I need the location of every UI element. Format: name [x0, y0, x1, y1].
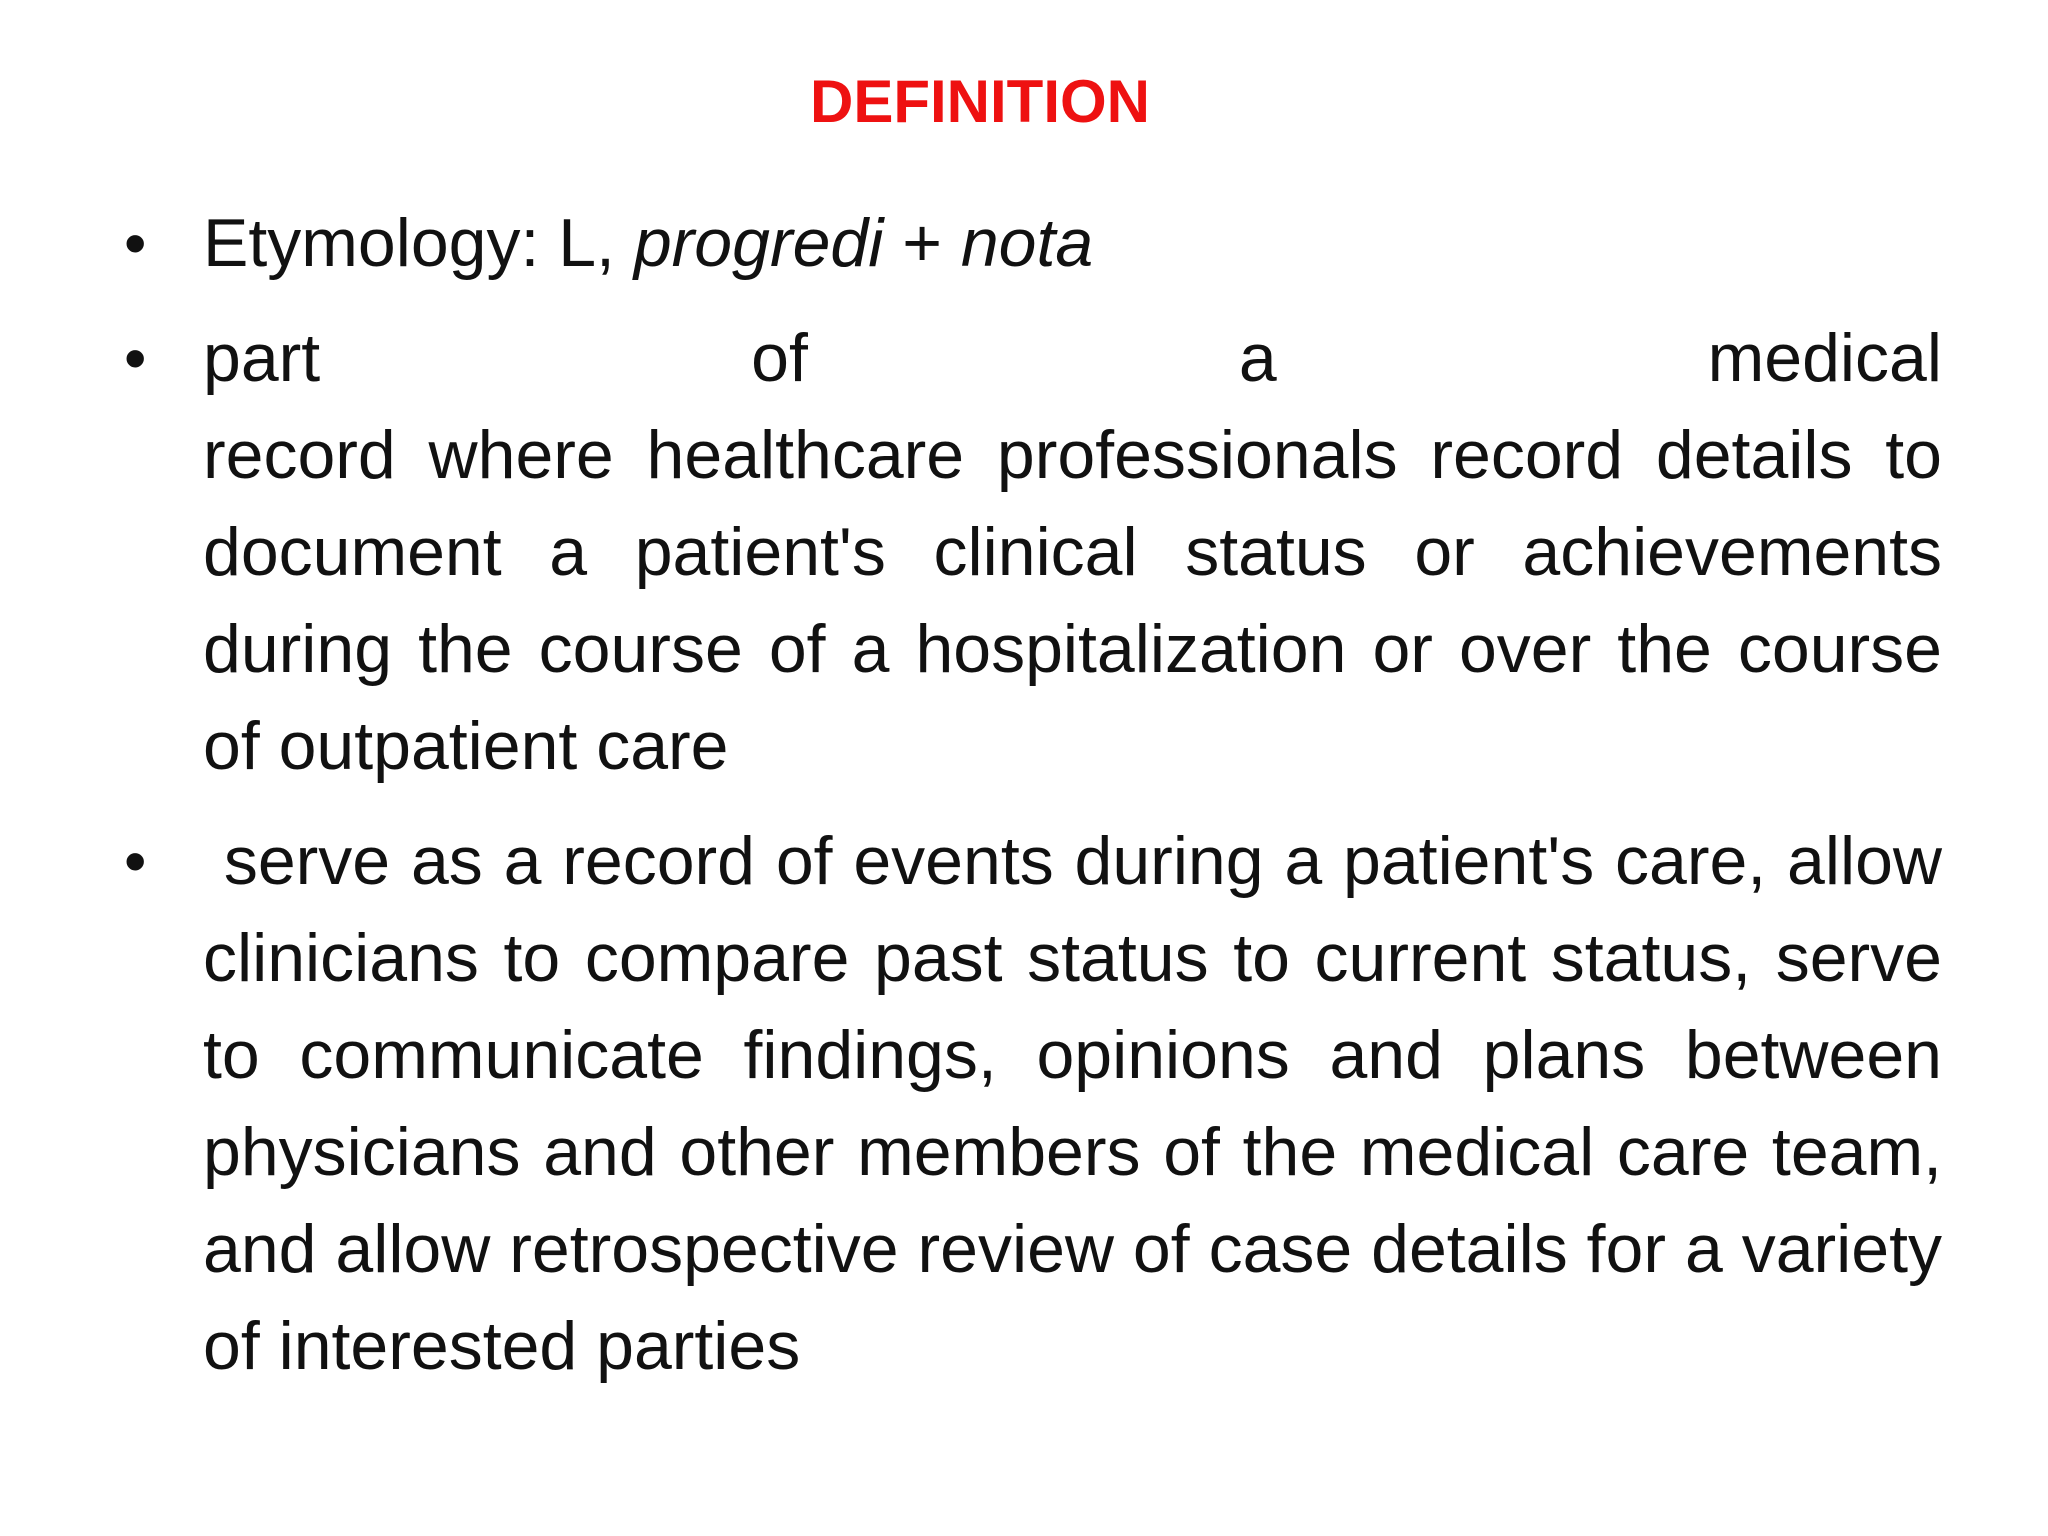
bullet-text [203, 195, 1942, 292]
bullet-text: serve as a record of events during a patient's care, allow clinicians to compare past status to current status, serve to communicate findings, opinions and plans between physicians and other members of the medical care team, and allow retrospective review of case details for a variety of interested parties [203, 823, 1961, 1384]
definition-first-line [203, 310, 1942, 407]
bullet-definition [112, 310, 1942, 795]
bullet-list [112, 195, 1961, 1413]
bullet-icon: • [124, 322, 147, 394]
bullet-etymology [112, 195, 1942, 292]
definition-word: of [751, 320, 808, 396]
bullet-icon: • [124, 207, 147, 279]
bullet-text [203, 310, 1942, 795]
bullet-icon: • [124, 825, 147, 897]
definition-rest: record where healthcare professionals record details to document a patient's clinical status or achievements during the course of a hospitalization or over the course of outpatient care [203, 417, 1942, 784]
definition-word: part [203, 320, 321, 396]
etymology-joiner: + [883, 205, 961, 281]
etymology-term-progredi: progredi [633, 205, 884, 281]
bullet-purpose [112, 813, 1961, 1395]
slide-title: DEFINITION [810, 68, 1150, 135]
etymology-term-nota: nota [960, 205, 1094, 281]
definition-word: a [1238, 320, 1277, 396]
definition-word: medical [1707, 320, 1942, 396]
etymology-prefix: Etymology: L, [203, 205, 634, 281]
